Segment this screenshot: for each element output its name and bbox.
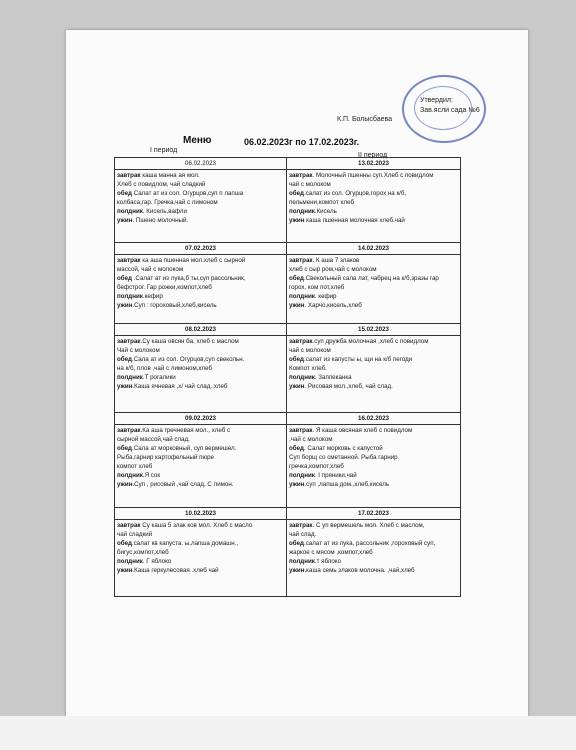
meal-text: каша пшенная молочная хлеб.чай — [304, 217, 405, 224]
meal-label: полдник — [117, 374, 143, 381]
date-row — [115, 324, 461, 336]
meal-line — [117, 274, 284, 283]
meal-text: . С уп вермешель мол. Хлеб с маслом, — [312, 522, 425, 529]
meal-line — [117, 462, 284, 471]
meal-line — [289, 566, 458, 575]
day-menu-cell — [115, 520, 287, 597]
meal-text: .Кисель — [314, 208, 337, 215]
meal-text: . I пряники,чай — [314, 472, 357, 479]
day-menu-cell — [287, 255, 461, 324]
meal-label: полдник — [117, 472, 143, 479]
day-date: 06.02.2023 — [115, 158, 287, 170]
day-date: 14.02.2023 — [287, 243, 461, 255]
meal-label: обед — [117, 190, 132, 197]
meal-text: .Т рогалики — [142, 374, 176, 381]
meal-label: ужин — [117, 481, 133, 488]
meal-label: обед — [289, 445, 304, 452]
meals-row — [115, 336, 461, 413]
meal-text: .Ка аша гречневая мол., хлеб с — [140, 427, 231, 434]
meal-line — [117, 530, 284, 539]
meal-label: обед — [289, 540, 304, 547]
meal-label: ужин — [117, 302, 133, 309]
meal-line — [289, 180, 458, 189]
date-row — [115, 508, 461, 520]
meal-line — [117, 292, 284, 301]
meal-line — [117, 301, 284, 310]
meal-label: ужин — [117, 567, 133, 574]
meal-line — [289, 337, 458, 346]
day-menu-cell — [115, 255, 287, 324]
meal-text: .суп дружба молочная ,хлеб с повидлом — [312, 338, 429, 345]
meal-line — [117, 566, 284, 575]
meal-line — [289, 283, 458, 292]
meal-text: . Рисовая мол.,хлеб, чай слад. — [304, 383, 393, 390]
meal-text: .Суп , рисовый ,чай слад. С лимон. — [132, 481, 234, 488]
meal-label: полдник — [117, 558, 143, 565]
meal-line — [289, 171, 458, 180]
meal-text: . Г яблоко — [142, 558, 172, 565]
meal-text: . Кисель,вафли — [142, 208, 187, 215]
meal-text: Хлеб с повидлом, чай сладкий — [117, 181, 206, 188]
meals-row — [115, 255, 461, 324]
meal-line — [117, 265, 284, 274]
meal-text: колбаса,гар. Гречка,чай с лимоном — [117, 199, 218, 206]
column-header-period-2: II период — [358, 152, 388, 159]
meal-text: . Салат морковь с капустой — [303, 445, 383, 452]
meal-line — [289, 426, 458, 435]
meal-line — [117, 189, 284, 198]
meal-line — [117, 557, 284, 566]
meal-label: ужин — [289, 567, 305, 574]
meal-line — [289, 462, 458, 471]
day-date: 09.02.2023 — [115, 413, 287, 425]
meal-text: .салат кв капуста. ы,лапша домашн., — [131, 540, 239, 547]
meal-label: полдник — [289, 472, 315, 479]
meal-text: бефстрог. Гар рожки,компот,хлеб — [117, 284, 212, 291]
meal-label: завтрак — [117, 338, 141, 345]
meal-label: завтрак — [289, 427, 313, 434]
meal-text: Рыба.гарнир картофельный пюре — [117, 454, 215, 461]
meal-label: полдник — [289, 374, 315, 381]
meal-text: .Я сок — [142, 472, 161, 479]
meal-text: Су каша 5 злак ков мол. Хлеб с масло — [140, 522, 253, 529]
menu-period: 06.02.2023г по 17.02.2023г. — [244, 137, 360, 147]
meal-text: Компот хлеб. — [289, 365, 327, 372]
meal-line — [117, 521, 284, 530]
meal-text: .салат из сол. Огурцов,горох на к/б, — [303, 190, 407, 197]
meal-text: . Заппеканка — [314, 374, 352, 381]
date-row — [115, 243, 461, 255]
meal-label: полдник — [117, 293, 143, 300]
meal-line — [117, 256, 284, 265]
day-menu-cell — [115, 336, 287, 413]
meal-label: завтрак — [289, 172, 313, 179]
meal-text: ,чай с молоком — [289, 436, 333, 443]
meal-label: обед — [117, 540, 132, 547]
meal-label: обед — [289, 275, 304, 282]
meal-line — [117, 480, 284, 489]
meal-text: .каша семь злаков молочна. ,чай,хлеб — [304, 567, 415, 574]
meal-line — [289, 355, 458, 364]
meal-text: горох, ком пот,хлеб — [289, 284, 345, 291]
meal-line — [117, 364, 284, 373]
approval-block — [420, 96, 480, 116]
meal-label: обед — [117, 356, 132, 363]
meal-line — [289, 548, 458, 557]
day-date: 16.02.2023 — [287, 413, 461, 425]
meal-label: полдник — [289, 558, 315, 565]
meal-line — [289, 292, 458, 301]
day-date: 13.02.2023 — [287, 158, 461, 170]
meal-line — [289, 521, 458, 530]
meal-line — [117, 373, 284, 382]
meal-line — [117, 444, 284, 453]
column-header-period-1: I период — [150, 147, 178, 154]
meal-text: .Су каша овсян ба, хлеб с маслом — [140, 338, 239, 345]
meal-text: .Салат ат из лука,б ты,суп рассольник, — [131, 275, 246, 282]
meal-text: чай слад. — [289, 531, 317, 538]
meal-line — [117, 171, 284, 180]
meal-line — [117, 198, 284, 207]
meal-label: ужин — [117, 217, 133, 224]
meals-row — [115, 170, 461, 243]
meal-text: гречка,компот,хлеб — [289, 463, 344, 470]
signer-name: К.П. Болысбаева — [337, 116, 393, 123]
day-menu-cell — [115, 170, 287, 243]
meal-text: массой, чай с молоком — [117, 266, 184, 273]
meal-label: завтрак — [117, 427, 141, 434]
page-bottom-margin — [0, 716, 576, 750]
meal-line — [289, 274, 458, 283]
meal-line — [289, 557, 458, 566]
meal-line — [117, 337, 284, 346]
meal-line — [289, 480, 458, 489]
meal-text: сырной массой,чай слад. — [117, 436, 190, 443]
meal-line — [117, 548, 284, 557]
meal-label: полдник — [289, 208, 315, 215]
meal-text: . Харчо,кисель,хлеб — [304, 302, 362, 309]
meal-text: каша манна ая мол. — [140, 172, 200, 179]
meal-line — [289, 453, 458, 462]
meal-line — [117, 426, 284, 435]
meal-line — [117, 382, 284, 391]
meal-text: Чай с молоком — [117, 347, 160, 354]
meal-text: чай с молоком — [289, 181, 331, 188]
meal-label: завтрак — [117, 172, 141, 179]
meal-text: ка аша пшенная мол.хлеб с сырной — [140, 257, 246, 264]
meal-text: компот хлеб — [117, 463, 153, 470]
meal-line — [289, 207, 458, 216]
meal-line — [289, 382, 458, 391]
page-title: Меню — [183, 135, 212, 146]
meal-line — [289, 435, 458, 444]
meal-line — [289, 301, 458, 310]
day-date: 08.02.2023 — [115, 324, 287, 336]
meal-text: . К аша 7 злаков — [312, 257, 360, 264]
meal-label: полдник — [289, 293, 315, 300]
meal-text: .Сала ат из сол. Огурцов,суп свекольн. — [131, 356, 245, 363]
meal-label: обед — [289, 356, 304, 363]
date-row — [115, 413, 461, 425]
meal-line — [117, 539, 284, 548]
date-row — [115, 158, 461, 170]
meal-line — [289, 265, 458, 274]
meal-line — [289, 373, 458, 382]
meal-line — [289, 539, 458, 548]
meal-text: бигус,компот,хлеб — [117, 549, 169, 556]
meal-label: ужин — [117, 383, 133, 390]
meal-line — [117, 207, 284, 216]
meal-text: . кефир — [314, 293, 337, 300]
day-menu-cell — [287, 425, 461, 508]
meal-text: .салат ат из лука, рассольник ,гороховый суп, — [303, 540, 436, 547]
meal-label: ужин — [289, 481, 305, 488]
meal-text: . Я каша овсяная хлеб с повидлом — [312, 427, 413, 434]
meal-text: .кефир — [142, 293, 163, 300]
meal-label: полдник — [117, 208, 143, 215]
meal-text: . Молочный пшенны суп.Хлеб с повидлом — [312, 172, 434, 179]
meal-label: завтрак — [117, 257, 141, 264]
meal-line — [289, 471, 458, 480]
meal-text: на к/б, плов ,чай с лимоном,хлеб — [117, 365, 213, 372]
meal-line — [117, 346, 284, 355]
meal-line — [117, 471, 284, 480]
meal-text: чай сладкий — [117, 531, 153, 538]
approval-role: Зав.ясли сада №6 — [420, 107, 480, 114]
day-date: 10.02.2023 — [115, 508, 287, 520]
meal-text: пельмени,компот хлеб — [289, 199, 355, 206]
meal-text: хлеб с сыр ром,чай с молоком — [289, 266, 377, 273]
meal-text: чай с молоком — [289, 347, 331, 354]
meal-text: .Суп : гороховый,хлеб,кисель — [132, 302, 217, 309]
meal-label: ужин — [289, 383, 305, 390]
meal-text: .т яблоко — [314, 558, 342, 565]
meal-line — [289, 256, 458, 265]
meal-line — [289, 364, 458, 373]
meal-label: завтрак — [289, 257, 313, 264]
meals-row — [115, 425, 461, 508]
meal-text: жаркое с мясом ,компот,хлеб — [289, 549, 373, 556]
day-date: 07.02.2023 — [115, 243, 287, 255]
meals-row — [115, 520, 461, 597]
meal-text: . Пшено молочный. — [132, 217, 189, 224]
meal-text: .Сала ат морковный, суп вермешел. — [131, 445, 237, 452]
meal-line — [117, 435, 284, 444]
meal-label: завтрак — [289, 338, 313, 345]
day-menu-cell — [287, 520, 461, 597]
meal-line — [117, 180, 284, 189]
meal-line — [289, 189, 458, 198]
meal-line — [289, 530, 458, 539]
day-menu-cell — [287, 336, 461, 413]
meal-line — [117, 453, 284, 462]
meal-label: обед — [117, 275, 132, 282]
meal-text: Суп борщ со сметанной. Рыба гарнир — [289, 454, 398, 461]
meal-text: .Свекольный сала лат, чабрец на к/б,зразы гар — [303, 275, 439, 282]
day-menu-cell — [287, 170, 461, 243]
meal-text: Салат ат из сол. Огурцов,суп п лапша — [131, 190, 244, 197]
meal-text: .салат из капусты ы, щи на к/б пегоди — [303, 356, 413, 363]
meal-text: .суп ,лапша дом.,хлеб,кисель — [304, 481, 390, 488]
meal-label: ужин — [289, 302, 305, 309]
meal-line — [289, 198, 458, 207]
day-date: 15.02.2023 — [287, 324, 461, 336]
day-menu-cell — [115, 425, 287, 508]
meal-label: завтрак — [117, 522, 141, 529]
approval-text: Утвердил: — [420, 97, 453, 104]
meal-text: .Каша геркулесовая .хлеб чай — [132, 567, 219, 574]
meal-line — [289, 346, 458, 355]
meal-line — [117, 283, 284, 292]
meal-text: .Каша ячневая ,х/ чай слад.,хлеб — [132, 383, 228, 390]
meal-line — [289, 216, 458, 225]
meal-label: обед — [117, 445, 132, 452]
meal-line — [117, 355, 284, 364]
meal-line — [117, 216, 284, 225]
meal-label: обед — [289, 190, 304, 197]
meal-label: завтрак — [289, 522, 313, 529]
meal-label: ужин — [289, 217, 305, 224]
day-date: 17.02.2023 — [287, 508, 461, 520]
meal-line — [289, 444, 458, 453]
menu-table — [114, 157, 461, 597]
